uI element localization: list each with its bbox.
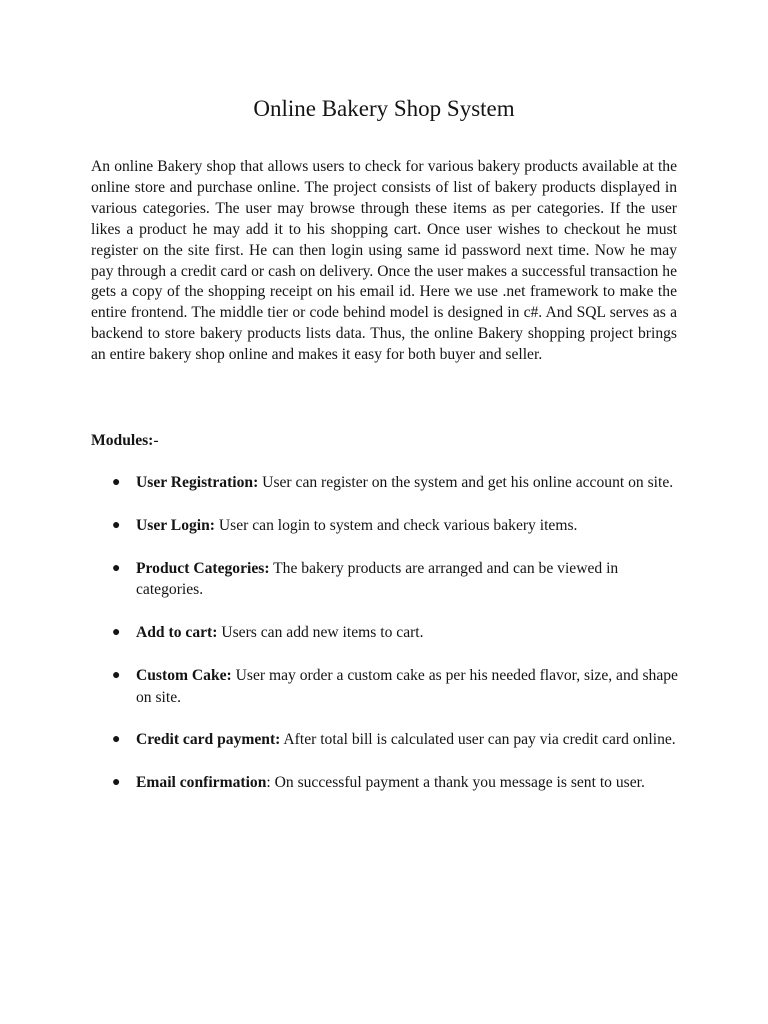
module-item-user-registration <box>91 472 681 494</box>
module-description: The bakery products are arranged and can be viewed in categories. <box>136 559 619 599</box>
module-name: Email confirmation <box>136 774 267 792</box>
module-description: After total bill is calculated user can pay via credit card online. <box>280 731 676 749</box>
module-name: Product Categories: <box>136 559 270 577</box>
bullet-dot-icon: ● <box>112 625 121 641</box>
intro-paragraph: An online Bakery shop that allows users to check for various bakery products available at the online store and purchase online. The project consists of list of bakery products displayed in various categories. The user may browse through these items as per categories. If the user likes a product he may add it to his shopping cart. Once user wishes to checkout he must register on the site first. He can then login using same id password next time. Now he may pay through a credit card or cash on delivery. Once the user makes a successful transaction he gets a copy of the shopping receipt on his email id. Here we use .net framework to make the entire frontend. The middle tier or code behind model is designed in c#. And SQL serves as a backend to store bakery products lists data. Thus, the online Bakery shopping project brings an entire bakery shop online and makes it easy for both buyer and seller. <box>91 158 677 364</box>
document-title: Online Bakery Shop System <box>253 96 515 121</box>
module-description: Users can add new items to cart. <box>217 624 424 642</box>
modules-heading-label: Modules: <box>91 432 154 449</box>
module-description: User can login to system and check various bakery items. <box>214 516 578 534</box>
modules-heading <box>91 430 159 451</box>
module-item-credit-card-payment <box>91 729 681 751</box>
bullet-dot-icon: ● <box>112 517 121 533</box>
module-item-user-login <box>91 515 681 537</box>
module-item-add-to-cart <box>91 622 681 644</box>
module-item-email-confirmation <box>91 772 681 794</box>
bullet-dot-icon: ● <box>112 732 121 748</box>
module-item-custom-cake <box>91 665 681 708</box>
module-name: Custom Cake: <box>136 667 232 685</box>
module-description: User can register on the system and get his online account on site. <box>258 474 674 491</box>
bullet-dot-icon: ● <box>112 775 121 791</box>
bullet-dot-icon: ● <box>112 560 121 576</box>
module-description: : On successful payment a thank you message is sent to user. <box>266 774 645 792</box>
module-name: User Login: <box>136 516 215 534</box>
bullet-dot-icon: ● <box>112 668 121 684</box>
module-name: User Registration: <box>136 474 259 491</box>
bullet-dot-icon: ● <box>112 475 121 490</box>
module-description: User may order a custom cake as per his needed flavor, size, and shape on site. <box>136 667 678 706</box>
modules-list <box>91 472 681 815</box>
module-name: Add to cart: <box>136 624 218 642</box>
module-item-product-categories <box>91 558 681 601</box>
module-name: Credit card payment: <box>136 731 281 749</box>
modules-heading-suffix: - <box>153 432 159 449</box>
